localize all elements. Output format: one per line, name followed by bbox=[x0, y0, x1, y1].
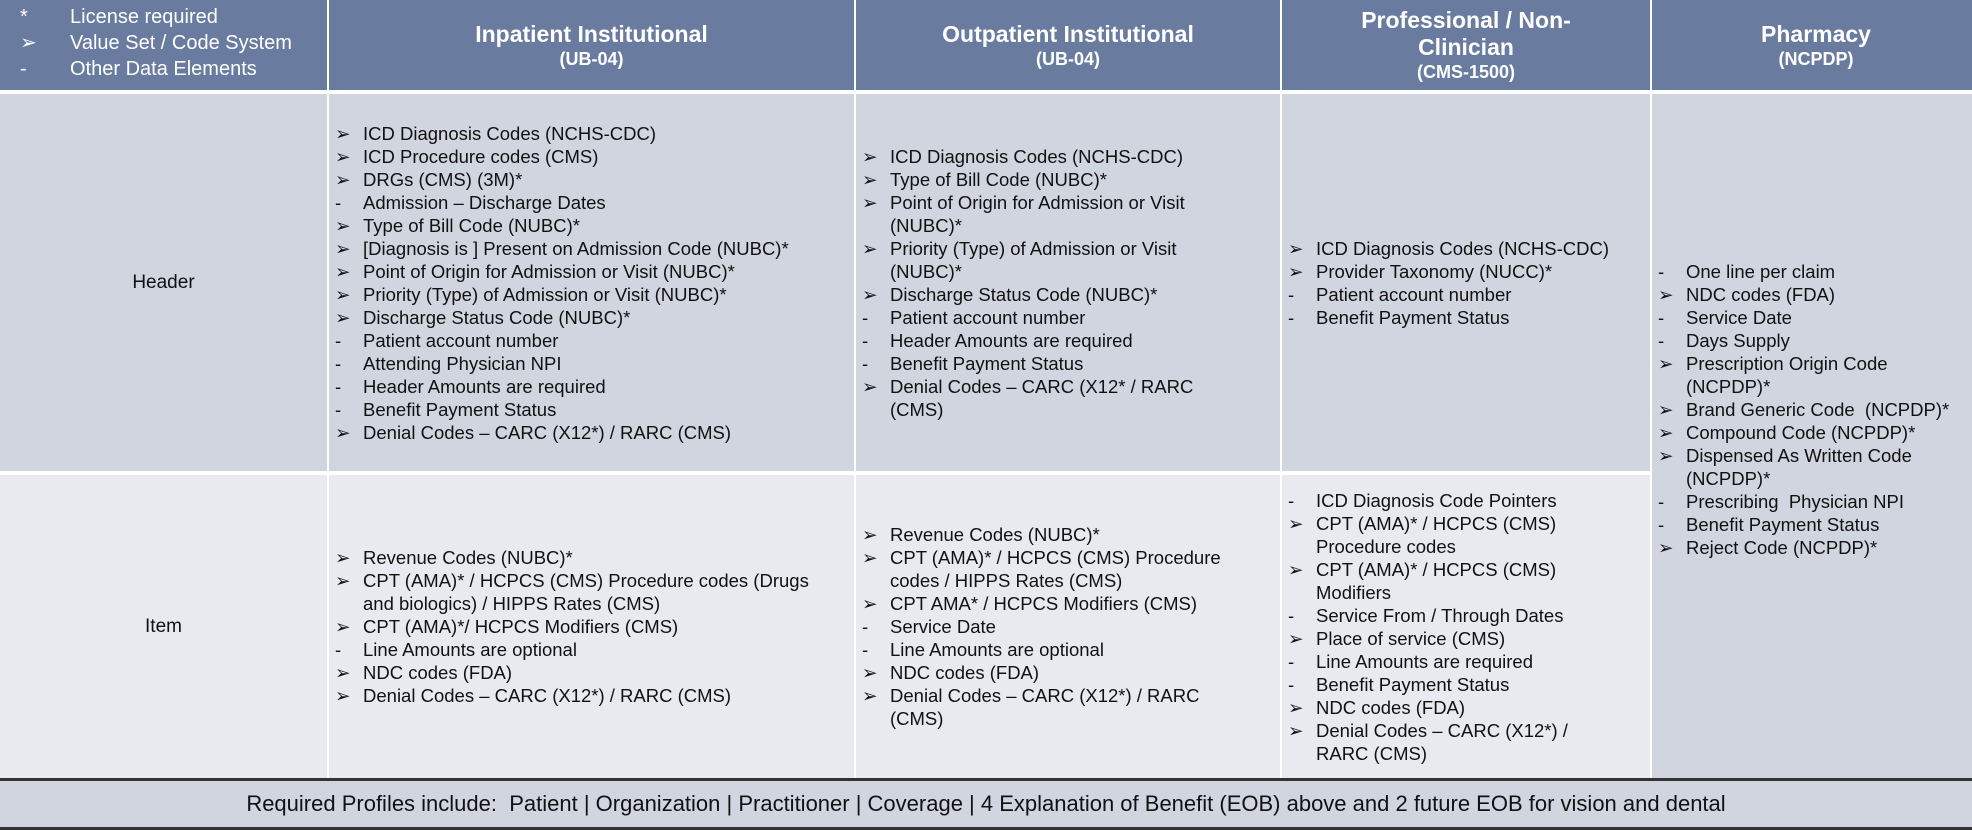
data-element-text: Service From / Through Dates bbox=[1316, 604, 1564, 626]
data-element-text: Type of Bill Code (NUBC)* bbox=[363, 214, 580, 236]
data-element-text: Admission – Discharge Dates bbox=[363, 191, 606, 213]
list-item bbox=[333, 569, 809, 592]
data-element-text: (NCPDP)* bbox=[1686, 376, 1771, 397]
bullet-marker: ➢ bbox=[335, 547, 351, 568]
data-element-text: Dispensed As Written Code bbox=[1686, 445, 1912, 466]
bullet-marker: ➢ bbox=[335, 685, 351, 706]
legend-row bbox=[20, 30, 327, 56]
data-element-text: Line Amounts are optional bbox=[890, 639, 1104, 660]
bullet-marker: ➢ bbox=[1288, 512, 1304, 534]
list-item bbox=[1286, 581, 1568, 604]
list-item bbox=[860, 168, 1193, 191]
list-item bbox=[333, 375, 789, 398]
list-item bbox=[333, 615, 809, 638]
list-item bbox=[860, 661, 1221, 684]
data-element-text: DRGs (CMS) (3M)* bbox=[363, 168, 523, 190]
bullet-marker: ➢ bbox=[862, 593, 878, 614]
bullet-marker: - bbox=[862, 329, 869, 351]
bullet-marker: ➢ bbox=[335, 306, 351, 328]
element-list bbox=[1656, 260, 1949, 559]
column-header-pharmacy bbox=[1652, 0, 1972, 90]
bullet-marker: ➢ bbox=[335, 260, 351, 282]
data-element-text: Days Supply bbox=[1686, 330, 1790, 351]
data-element-text: Line Amounts are required bbox=[1316, 650, 1533, 672]
data-element-text: Denial Codes – CARC (X12*) / bbox=[1316, 719, 1568, 741]
list-item bbox=[1286, 604, 1568, 627]
bullet-marker bbox=[860, 398, 890, 421]
bullet-marker: - bbox=[335, 352, 342, 374]
bullet-marker: ➢ bbox=[1288, 237, 1304, 259]
bullet-marker: ➢ bbox=[862, 168, 878, 190]
list-item bbox=[860, 329, 1193, 352]
data-element-text: One line per claim bbox=[1686, 261, 1836, 282]
column-title: Pharmacy bbox=[1761, 20, 1871, 47]
list-item bbox=[1286, 742, 1568, 765]
data-element-text: (NCPDP)* bbox=[1686, 468, 1771, 489]
list-item bbox=[1656, 375, 1949, 398]
list-item bbox=[1656, 467, 1949, 490]
list-item bbox=[860, 707, 1221, 730]
element-list bbox=[333, 546, 809, 707]
data-element-text: CPT (AMA)* / HCPCS (CMS) Procedure bbox=[890, 547, 1221, 568]
bullet-marker: ➢ bbox=[862, 547, 878, 568]
data-element-text: Discharge Status Code (NUBC)* bbox=[890, 283, 1158, 305]
data-element-text: Reject Code (NCPDP)* bbox=[1686, 537, 1878, 558]
list-item bbox=[333, 684, 809, 707]
element-list bbox=[1286, 489, 1568, 765]
data-element-text: RARC (CMS) bbox=[1316, 742, 1427, 764]
data-element-text: Prescription Origin Code bbox=[1686, 353, 1888, 374]
legend-label: Other Data Elements bbox=[70, 58, 257, 80]
legend-row bbox=[20, 56, 327, 82]
list-item bbox=[1286, 283, 1609, 306]
bullet-marker bbox=[860, 569, 890, 592]
list-item bbox=[1286, 558, 1568, 581]
required-profiles-footer: Required Profiles include: Patient | Organization | Practitioner | Coverage | 4 Explanation of Benefit (EOB) above and 2 future EOB for vision and dental bbox=[0, 778, 1972, 830]
data-element-text: Type of Bill Code (NUBC)* bbox=[890, 168, 1107, 190]
list-item bbox=[333, 145, 789, 168]
list-item bbox=[333, 260, 789, 283]
data-element-text: ICD Diagnosis Codes (NCHS-CDC) bbox=[1316, 237, 1609, 259]
list-item bbox=[1656, 260, 1949, 283]
data-element-text: Provider Taxonomy (NUCC)* bbox=[1316, 260, 1553, 282]
list-item bbox=[1286, 673, 1568, 696]
list-item bbox=[1656, 421, 1949, 444]
list-item bbox=[333, 283, 789, 306]
data-element-text: Point of Origin for Admission or Visit (NUBC)* bbox=[363, 260, 735, 282]
bullet-marker: ➢ bbox=[862, 191, 878, 213]
data-element-text: Benefit Payment Status bbox=[1316, 306, 1510, 328]
list-item bbox=[860, 352, 1193, 375]
data-element-text: ICD Procedure codes (CMS) bbox=[363, 145, 599, 167]
data-element-text: Compound Code (NCPDP)* bbox=[1686, 422, 1916, 443]
list-item bbox=[333, 122, 789, 145]
row-label-item: Item bbox=[0, 475, 327, 778]
data-element-text: Header Amounts are required bbox=[890, 329, 1133, 351]
data-element-text: CPT (AMA)*/ HCPCS Modifiers (CMS) bbox=[363, 616, 679, 637]
data-element-text: Denial Codes – CARC (X12*) / RARC (CMS) bbox=[363, 685, 732, 706]
data-element-text: Point of Origin for Admission or Visit bbox=[890, 191, 1185, 213]
bullet-marker: ➢ bbox=[1288, 260, 1304, 282]
bullet-marker: - bbox=[1288, 673, 1295, 695]
list-item bbox=[860, 523, 1221, 546]
list-item bbox=[1286, 260, 1609, 283]
data-element-text: Revenue Codes (NUBC)* bbox=[890, 524, 1100, 545]
data-element-text: Brand Generic Code (NCPDP)* bbox=[1686, 399, 1950, 420]
element-list bbox=[860, 523, 1221, 730]
bullet-marker: - bbox=[335, 398, 342, 420]
data-element-text: ICD Diagnosis Codes (NCHS-CDC) bbox=[890, 145, 1183, 167]
cell-header-outpatient bbox=[856, 94, 1280, 471]
column-title: Inpatient Institutional bbox=[475, 20, 708, 47]
data-element-text: Modifiers bbox=[1316, 581, 1392, 603]
data-element-text: Patient account number bbox=[1316, 283, 1512, 305]
data-element-text: Attending Physician NPI bbox=[363, 352, 562, 374]
list-item bbox=[860, 375, 1193, 398]
data-element-text: Line Amounts are optional bbox=[363, 639, 577, 660]
list-item bbox=[1656, 283, 1949, 306]
bullet-marker: ➢ bbox=[335, 616, 351, 637]
bullet-marker: ➢ bbox=[1288, 719, 1304, 741]
bullet-marker: ➢ bbox=[1658, 399, 1674, 420]
list-item bbox=[1656, 398, 1949, 421]
bullet-marker: ➢ bbox=[862, 662, 878, 683]
legend-symbol: * bbox=[20, 6, 28, 28]
list-item bbox=[1286, 489, 1568, 512]
data-element-text: Denial Codes – CARC (X12*) / RARC bbox=[890, 685, 1200, 706]
bullet-marker: ➢ bbox=[862, 283, 878, 305]
bullet-marker: - bbox=[1658, 491, 1665, 512]
list-item bbox=[860, 260, 1193, 283]
bullet-marker: - bbox=[1288, 283, 1295, 305]
bullet-marker: ➢ bbox=[335, 168, 351, 190]
data-element-text: ICD Diagnosis Codes (NCHS-CDC) bbox=[363, 122, 656, 144]
legend-row bbox=[20, 4, 327, 30]
data-element-text: codes / HIPPS Rates (CMS) bbox=[890, 570, 1123, 591]
bullet-marker: ➢ bbox=[1658, 422, 1674, 443]
list-item bbox=[1286, 696, 1568, 719]
bullet-marker: - bbox=[862, 639, 869, 660]
data-element-text: CPT (AMA)* / HCPCS (CMS) Procedure codes (Drugs bbox=[363, 570, 809, 591]
data-element-text: Benefit Payment Status bbox=[363, 398, 557, 420]
legend-symbol: - bbox=[20, 58, 27, 80]
bullet-marker: - bbox=[1658, 307, 1665, 328]
column-title: Outpatient Institutional bbox=[942, 20, 1194, 47]
list-item bbox=[1656, 306, 1949, 329]
row-label-header: Header bbox=[0, 94, 327, 471]
bullet-marker bbox=[1286, 581, 1316, 604]
bullet-marker: ➢ bbox=[335, 122, 351, 144]
bullet-marker: ➢ bbox=[335, 570, 351, 591]
bullet-marker: ➢ bbox=[335, 421, 351, 443]
list-item bbox=[860, 546, 1221, 569]
list-item bbox=[1286, 237, 1609, 260]
bullet-marker: - bbox=[1288, 604, 1295, 626]
list-item bbox=[860, 306, 1193, 329]
bullet-marker: - bbox=[862, 306, 869, 328]
list-item bbox=[333, 661, 809, 684]
legend-label: License required bbox=[70, 6, 218, 28]
data-element-text: NDC codes (FDA) bbox=[363, 662, 513, 683]
data-element-text: Denial Codes – CARC (X12* / RARC bbox=[890, 375, 1194, 397]
bullet-marker: ➢ bbox=[335, 662, 351, 683]
list-item bbox=[333, 214, 789, 237]
column-subtitle: (UB-04) bbox=[1035, 48, 1100, 69]
bullet-marker: - bbox=[335, 639, 342, 660]
list-item bbox=[860, 237, 1193, 260]
bullet-marker: ➢ bbox=[862, 685, 878, 706]
data-element-text: CPT (AMA)* / HCPCS (CMS) bbox=[1316, 512, 1557, 534]
data-element-text: NDC codes (FDA) bbox=[890, 662, 1040, 683]
list-item bbox=[860, 638, 1221, 661]
data-element-text: CPT AMA* / HCPCS Modifiers (CMS) bbox=[890, 593, 1198, 614]
list-item bbox=[860, 615, 1221, 638]
bullet-marker: ➢ bbox=[1658, 537, 1674, 558]
data-element-text: Service Date bbox=[890, 616, 996, 637]
bullet-marker bbox=[1656, 375, 1686, 398]
data-element-text: ICD Diagnosis Code Pointers bbox=[1316, 489, 1557, 511]
data-element-text: Service Date bbox=[1686, 307, 1792, 328]
bullet-marker: - bbox=[335, 191, 342, 213]
list-item bbox=[333, 168, 789, 191]
data-element-text: (CMS) bbox=[890, 398, 944, 420]
column-title: Professional / Non-Clinician bbox=[1361, 7, 1571, 60]
data-element-text: Benefit Payment Status bbox=[1686, 514, 1880, 535]
bullet-marker: ➢ bbox=[335, 214, 351, 236]
list-item bbox=[333, 191, 789, 214]
list-item bbox=[333, 546, 809, 569]
cell-header-professional bbox=[1282, 94, 1650, 471]
column-header-inpatient bbox=[329, 0, 854, 90]
data-element-text: (NUBC)* bbox=[890, 214, 962, 236]
bullet-marker: ➢ bbox=[1658, 353, 1674, 374]
bullet-marker: - bbox=[1288, 489, 1295, 511]
list-item bbox=[1656, 490, 1949, 513]
column-header-professional bbox=[1282, 0, 1650, 90]
list-item bbox=[1286, 512, 1568, 535]
list-item bbox=[860, 283, 1193, 306]
bullet-marker bbox=[860, 214, 890, 237]
cell-item-professional bbox=[1282, 475, 1650, 778]
bullet-marker: ➢ bbox=[862, 375, 878, 397]
bullet-marker bbox=[1656, 467, 1686, 490]
list-item bbox=[860, 592, 1221, 615]
data-element-text: Discharge Status Code (NUBC)* bbox=[363, 306, 631, 328]
list-item bbox=[1286, 719, 1568, 742]
data-element-text: Patient account number bbox=[363, 329, 559, 351]
column-subtitle: (NCPDP) bbox=[1778, 48, 1854, 69]
bullet-marker bbox=[1286, 742, 1316, 765]
data-element-text: Place of service (CMS) bbox=[1316, 627, 1506, 649]
bullet-marker: - bbox=[1658, 330, 1665, 351]
list-item bbox=[1286, 535, 1568, 558]
element-list bbox=[333, 122, 789, 444]
list-item bbox=[333, 329, 789, 352]
bullet-marker: ➢ bbox=[1288, 558, 1304, 580]
list-item bbox=[1656, 352, 1949, 375]
list-item bbox=[333, 592, 809, 615]
cell-pharmacy bbox=[1652, 94, 1972, 778]
list-item bbox=[1656, 536, 1949, 559]
data-element-text: Patient account number bbox=[890, 306, 1086, 328]
bullet-marker: - bbox=[1658, 261, 1665, 282]
column-header-outpatient bbox=[856, 0, 1280, 90]
bullet-marker: - bbox=[862, 352, 869, 374]
bullet-marker: ➢ bbox=[862, 145, 878, 167]
list-item bbox=[1656, 329, 1949, 352]
data-element-text: Procedure codes bbox=[1316, 535, 1456, 557]
list-item bbox=[333, 421, 789, 444]
data-element-text: [Diagnosis is ] Present on Admission Code (NUBC)* bbox=[363, 237, 789, 259]
data-element-text: Benefit Payment Status bbox=[890, 352, 1084, 374]
bullet-marker: ➢ bbox=[1658, 445, 1674, 466]
list-item bbox=[1286, 650, 1568, 673]
bullet-marker: - bbox=[335, 375, 342, 397]
list-item bbox=[860, 569, 1221, 592]
data-element-text: Benefit Payment Status bbox=[1316, 673, 1510, 695]
list-item bbox=[1656, 444, 1949, 467]
bullet-marker: ➢ bbox=[862, 524, 878, 545]
bullet-marker bbox=[860, 707, 890, 730]
data-element-text: NDC codes (FDA) bbox=[1686, 284, 1836, 305]
list-item bbox=[333, 352, 789, 375]
element-list bbox=[860, 145, 1193, 421]
list-item bbox=[860, 214, 1193, 237]
bullet-marker: ➢ bbox=[1658, 284, 1674, 305]
list-item bbox=[1286, 627, 1568, 650]
list-item bbox=[333, 306, 789, 329]
list-item bbox=[860, 684, 1221, 707]
bullet-marker: - bbox=[1658, 514, 1665, 535]
cell-item-outpatient bbox=[856, 475, 1280, 778]
list-item bbox=[333, 237, 789, 260]
list-item bbox=[1286, 306, 1609, 329]
list-item bbox=[860, 398, 1193, 421]
bullet-marker: ➢ bbox=[1288, 696, 1304, 718]
data-element-text: Revenue Codes (NUBC)* bbox=[363, 547, 573, 568]
data-element-text: Prescribing Physician NPI bbox=[1686, 491, 1904, 512]
bullet-marker: ➢ bbox=[862, 237, 878, 259]
bullet-marker: - bbox=[335, 329, 342, 351]
column-subtitle: (UB-04) bbox=[559, 48, 624, 69]
bullet-marker: - bbox=[1288, 650, 1295, 672]
column-subtitle: (CMS-1500) bbox=[1416, 62, 1516, 82]
data-element-text: Denial Codes – CARC (X12*) / RARC (CMS) bbox=[363, 421, 732, 443]
data-element-text: NDC codes (FDA) bbox=[1316, 696, 1466, 718]
list-item bbox=[860, 191, 1193, 214]
legend bbox=[0, 0, 327, 90]
list-item bbox=[860, 145, 1193, 168]
list-item bbox=[333, 398, 789, 421]
legend-symbol: ➢ bbox=[20, 32, 37, 54]
bullet-marker: ➢ bbox=[335, 145, 351, 167]
data-element-text: Priority (Type) of Admission or Visit bbox=[890, 237, 1177, 259]
data-element-text: Header Amounts are required bbox=[363, 375, 606, 397]
cell-item-inpatient bbox=[329, 475, 854, 778]
bullet-marker: ➢ bbox=[335, 237, 351, 259]
bullet-marker bbox=[860, 260, 890, 283]
list-item bbox=[1656, 513, 1949, 536]
bullet-marker: ➢ bbox=[335, 283, 351, 305]
element-list bbox=[1286, 237, 1609, 329]
data-element-text: Priority (Type) of Admission or Visit (NUBC)* bbox=[363, 283, 727, 305]
bullet-marker bbox=[1286, 535, 1316, 558]
list-item bbox=[333, 638, 809, 661]
legend-label: Value Set / Code System bbox=[70, 32, 292, 54]
bullet-marker: ➢ bbox=[1288, 627, 1304, 649]
bullet-marker: - bbox=[862, 616, 869, 637]
bullet-marker: - bbox=[1288, 306, 1295, 328]
data-element-text: CPT (AMA)* / HCPCS (CMS) bbox=[1316, 558, 1557, 580]
data-element-text: (NUBC)* bbox=[890, 260, 962, 282]
data-element-text: (CMS) bbox=[890, 708, 944, 729]
cell-header-inpatient bbox=[329, 94, 854, 471]
data-element-text: and biologics) / HIPPS Rates (CMS) bbox=[363, 593, 661, 614]
bullet-marker bbox=[333, 592, 363, 615]
